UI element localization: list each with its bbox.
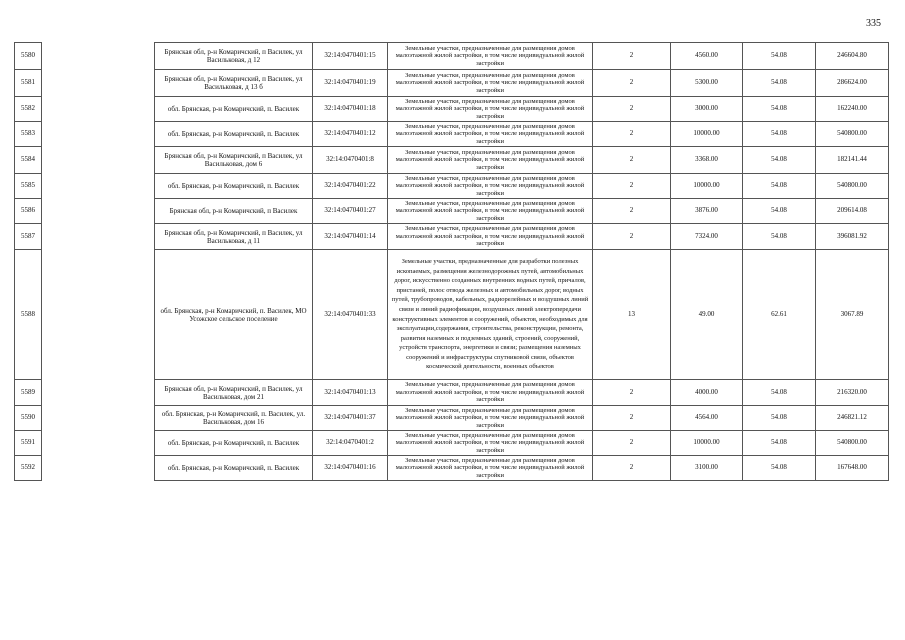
- area-cell: 3368.00: [671, 147, 743, 174]
- spacer-cell: [42, 199, 155, 224]
- cadastral-value-cell: 182141.44: [816, 147, 889, 174]
- row-number-cell: 5592: [15, 456, 42, 481]
- table-row: [15, 456, 889, 481]
- address-cell: обл. Брянская, р-н Комаричский, п. Василек: [155, 122, 313, 147]
- rate-cell: 54.08: [743, 224, 816, 250]
- land-use-cell: Земельные участки, предназначенные для размещения домов малоэтажной жилой застройки, в том числе индивидуальной жилой застройки: [388, 431, 593, 456]
- spacer-cell: [42, 250, 155, 380]
- area-cell: 10000.00: [671, 122, 743, 147]
- group-cell: 13: [593, 250, 671, 380]
- page-number: 335: [866, 18, 881, 29]
- address-cell: Брянская обл, р-н Комаричский, п Василек, ул Васильковая, д 13 б: [155, 70, 313, 97]
- table-row: [15, 174, 889, 199]
- cadastral-number-cell: 32:14:0470401:14: [313, 224, 388, 250]
- rate-cell: 54.08: [743, 199, 816, 224]
- address-cell: Брянская обл, р-н Комаричский, п Василек, ул Васильковая, д 12: [155, 43, 313, 70]
- area-cell: 3876.00: [671, 199, 743, 224]
- area-cell: 49.00: [671, 250, 743, 380]
- row-number-cell: 5588: [15, 250, 42, 380]
- cadastral-value-table: [14, 42, 889, 481]
- group-cell: 2: [593, 174, 671, 199]
- table-row: [15, 406, 889, 431]
- table-row: [15, 70, 889, 97]
- table-row: [15, 147, 889, 174]
- row-number-cell: 5584: [15, 147, 42, 174]
- row-number-cell: 5583: [15, 122, 42, 147]
- cadastral-number-cell: 32:14:0470401:12: [313, 122, 388, 147]
- address-cell: обл. Брянская, р-н Комаричский, п. Василек: [155, 431, 313, 456]
- land-use-cell: Земельные участки, предназначенные для размещения домов малоэтажной жилой застройки, в том числе индивидуальной жилой застройки: [388, 122, 593, 147]
- rate-cell: 54.08: [743, 456, 816, 481]
- table-row: [15, 97, 889, 122]
- land-use-cell: Земельные участки, предназначенные для размещения домов малоэтажной жилой застройки, в том числе индивидуальной жилой застройки: [388, 224, 593, 250]
- row-number-cell: 5589: [15, 380, 42, 406]
- group-cell: 2: [593, 380, 671, 406]
- row-number-cell: 5590: [15, 406, 42, 431]
- cadastral-number-cell: 32:14:0470401:37: [313, 406, 388, 431]
- address-cell: обл. Брянская, р-н Комаричский, п. Василек, ул. Васильковая, дом 16: [155, 406, 313, 431]
- area-cell: 4560.00: [671, 43, 743, 70]
- cadastral-value-cell: 396081.92: [816, 224, 889, 250]
- area-cell: 4000.00: [671, 380, 743, 406]
- address-cell: обл. Брянская, р-н Комаричский, п. Василек, МО Усожское сельское поселение: [155, 250, 313, 380]
- row-number-cell: 5587: [15, 224, 42, 250]
- land-use-cell: Земельные участки, предназначенные для размещения домов малоэтажной жилой застройки, в том числе индивидуальной жилой застройки: [388, 380, 593, 406]
- land-use-cell: Земельные участки, предназначенные для размещения домов малоэтажной жилой застройки, в том числе индивидуальной жилой застройки: [388, 97, 593, 122]
- cadastral-value-cell: 540800.00: [816, 431, 889, 456]
- address-cell: Брянская обл, р-н Комаричский, п Василек, ул Васильковая, д 11: [155, 224, 313, 250]
- cadastral-number-cell: 32:14:0470401:22: [313, 174, 388, 199]
- rate-cell: 54.08: [743, 43, 816, 70]
- area-cell: 4564.00: [671, 406, 743, 431]
- row-number-cell: 5591: [15, 431, 42, 456]
- table-body: [15, 43, 889, 481]
- address-cell: обл. Брянская, р-н Комаричский, п. Василек: [155, 97, 313, 122]
- table-row: [15, 431, 889, 456]
- rate-cell: 54.08: [743, 380, 816, 406]
- address-cell: обл. Брянская, р-н Комаричский, п. Василек: [155, 456, 313, 481]
- group-cell: 2: [593, 43, 671, 70]
- table-row: [15, 224, 889, 250]
- spacer-cell: [42, 380, 155, 406]
- address-cell: Брянская обл, р-н Комаричский, п Василек, ул Васильковая, дом 6: [155, 147, 313, 174]
- area-cell: 3100.00: [671, 456, 743, 481]
- land-use-cell: Земельные участки, предназначенные для размещения домов малоэтажной жилой застройки, в том числе индивидуальной жилой застройки: [388, 199, 593, 224]
- cadastral-number-cell: 32:14:0470401:33: [313, 250, 388, 380]
- rate-cell: 54.08: [743, 406, 816, 431]
- group-cell: 2: [593, 199, 671, 224]
- area-cell: 3000.00: [671, 97, 743, 122]
- land-use-cell: Земельные участки, предназначенные для размещения домов малоэтажной жилой застройки, в том числе индивидуальной жилой застройки: [388, 147, 593, 174]
- area-cell: 5300.00: [671, 70, 743, 97]
- area-cell: 10000.00: [671, 174, 743, 199]
- spacer-cell: [42, 70, 155, 97]
- spacer-cell: [42, 122, 155, 147]
- cadastral-value-cell: 3067.89: [816, 250, 889, 380]
- spacer-cell: [42, 147, 155, 174]
- cadastral-number-cell: 32:14:0470401:19: [313, 70, 388, 97]
- cadastral-value-cell: 167648.00: [816, 456, 889, 481]
- spacer-cell: [42, 431, 155, 456]
- rate-cell: 54.08: [743, 431, 816, 456]
- spacer-cell: [42, 456, 155, 481]
- cadastral-number-cell: 32:14:0470401:8: [313, 147, 388, 174]
- cadastral-number-cell: 32:14:0470401:27: [313, 199, 388, 224]
- cadastral-value-cell: 246821.12: [816, 406, 889, 431]
- cadastral-value-cell: 209614.08: [816, 199, 889, 224]
- table-row: [15, 122, 889, 147]
- spacer-cell: [42, 43, 155, 70]
- rate-cell: 54.08: [743, 174, 816, 199]
- table-row: [15, 380, 889, 406]
- cadastral-value-cell: 540800.00: [816, 122, 889, 147]
- table-row: [15, 43, 889, 70]
- cadastral-number-cell: 32:14:0470401:2: [313, 431, 388, 456]
- land-use-cell: Земельные участки, предназначенные для размещения домов малоэтажной жилой застройки, в том числе индивидуальной жилой застройки: [388, 456, 593, 481]
- land-use-cell: Земельные участки, предназначенные для размещения домов малоэтажной жилой застройки, в том числе индивидуальной жилой застройки: [388, 43, 593, 70]
- group-cell: 2: [593, 431, 671, 456]
- group-cell: 2: [593, 406, 671, 431]
- group-cell: 2: [593, 456, 671, 481]
- cadastral-value-cell: 246604.80: [816, 43, 889, 70]
- cadastral-number-cell: 32:14:0470401:15: [313, 43, 388, 70]
- address-cell: Брянская обл, р-н Комаричский, п Василек: [155, 199, 313, 224]
- group-cell: 2: [593, 147, 671, 174]
- rate-cell: 54.08: [743, 122, 816, 147]
- group-cell: 2: [593, 122, 671, 147]
- area-cell: 7324.00: [671, 224, 743, 250]
- rate-cell: 54.08: [743, 97, 816, 122]
- row-number-cell: 5582: [15, 97, 42, 122]
- land-use-cell: Земельные участки, предназначенные для размещения домов малоэтажной жилой застройки, в том числе индивидуальной жилой застройки: [388, 70, 593, 97]
- rate-cell: 54.08: [743, 70, 816, 97]
- row-number-cell: 5580: [15, 43, 42, 70]
- row-number-cell: 5585: [15, 174, 42, 199]
- land-use-cell: Земельные участки, предназначенные для разработки полезных ископаемых, размещения железнодорожных путей, автомобильных дорог, искусственно созданных внутренних водных путей, причалов, пристаней, полос отвода железных и автомобильных дорог, водных путей, трубопроводов, кабельных, радиорелейных и воздушных линий связи и линий радиофикации, воздушных линий электропередачи конструктивных элементов и сооружений, объектов, необходимых для эксплуатации,содержания, строительства, реконструкции, ремонта, развития наземных и подземных зданий, строений, сооружений, устройств транспорта, энергетики и связи; размещения наземных сооружений и инфраструктуры спутниковой связи, объектов космической деятельности, военных объектов: [388, 250, 593, 380]
- cadastral-value-cell: 162240.00: [816, 97, 889, 122]
- address-cell: Брянская обл, р-н Комаричский, п Василек, ул Васильковая, дом 21: [155, 380, 313, 406]
- group-cell: 2: [593, 97, 671, 122]
- cadastral-value-cell: 216320.00: [816, 380, 889, 406]
- cadastral-number-cell: 32:14:0470401:18: [313, 97, 388, 122]
- spacer-cell: [42, 174, 155, 199]
- land-use-cell: Земельные участки, предназначенные для размещения домов малоэтажной жилой застройки, в том числе индивидуальной жилой застройки: [388, 174, 593, 199]
- row-number-cell: 5581: [15, 70, 42, 97]
- group-cell: 2: [593, 70, 671, 97]
- area-cell: 10000.00: [671, 431, 743, 456]
- land-use-cell: Земельные участки, предназначенные для размещения домов малоэтажной жилой застройки, в том числе индивидуальной жилой застройки: [388, 406, 593, 431]
- cadastral-number-cell: 32:14:0470401:16: [313, 456, 388, 481]
- group-cell: 2: [593, 224, 671, 250]
- rate-cell: 54.08: [743, 147, 816, 174]
- row-number-cell: 5586: [15, 199, 42, 224]
- address-cell: обл. Брянская, р-н Комаричский, п. Василек: [155, 174, 313, 199]
- cadastral-value-cell: 540800.00: [816, 174, 889, 199]
- rate-cell: 62.61: [743, 250, 816, 380]
- table-row: [15, 250, 889, 380]
- spacer-cell: [42, 97, 155, 122]
- spacer-cell: [42, 406, 155, 431]
- spacer-cell: [42, 224, 155, 250]
- cadastral-number-cell: 32:14:0470401:13: [313, 380, 388, 406]
- table-row: [15, 199, 889, 224]
- cadastral-value-cell: 286624.00: [816, 70, 889, 97]
